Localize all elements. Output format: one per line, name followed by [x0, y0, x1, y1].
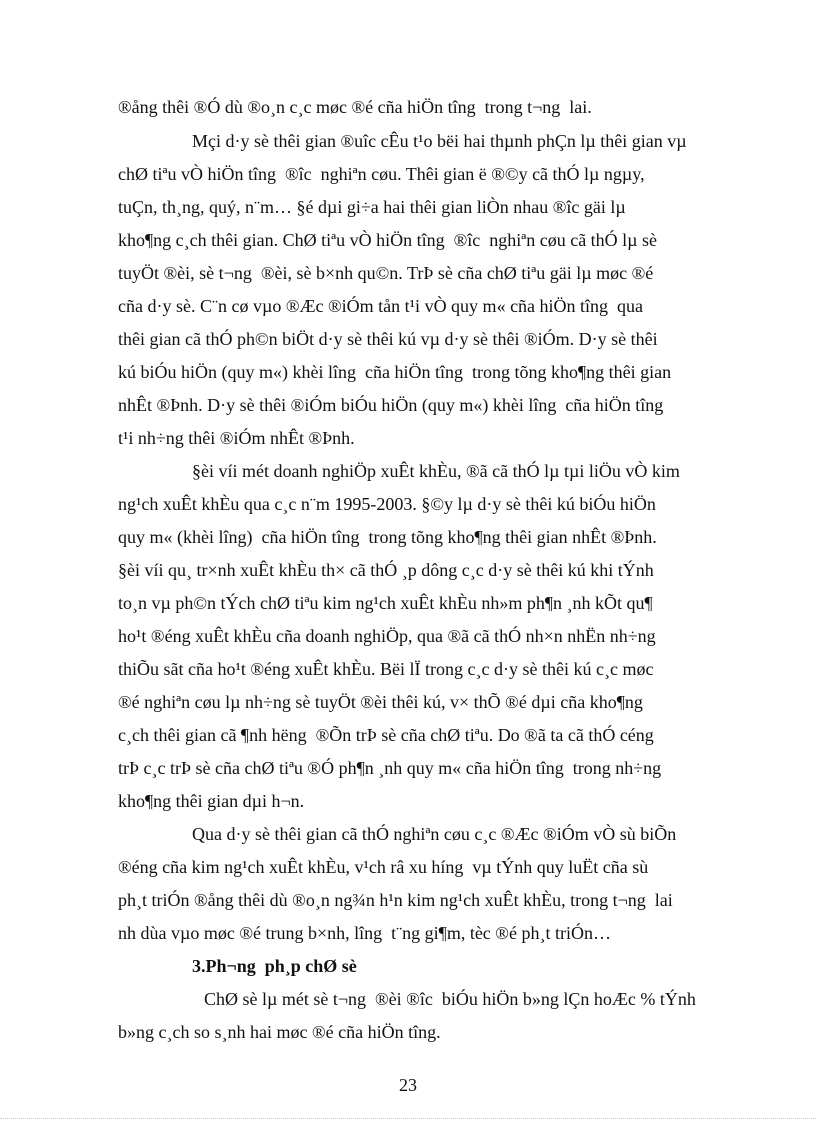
paragraph-first-line: ChØ sè lµ mét sè t¬ng ®èi ®îc biÓu hiÖn b»ng lÇn hoÆc % tÝnh	[204, 989, 696, 1009]
paragraph-first-line: Qua d·y sè thêi gian cã thÓ nghiªn cøu c¸c ®Æc ®iÓm vÒ sù biÕn	[192, 824, 677, 844]
page-number: 23	[399, 1075, 417, 1095]
body-text-line: quy m« (khèi lîng) cña hiÖn tîng trong tõng kho¶ng thêi gian nhÊt ®Þnh.	[118, 527, 657, 547]
body-text-line: cña d·y sè. C¨n cø vµo ®Æc ®iÓm tån t¹i vÒ quy m« cña hiÖn tîng qua	[118, 296, 644, 316]
body-text-line: tuyÖt ®èi, sè t¬ng ®èi, sè b×nh qu©n. TrÞ sè cña chØ tiªu gäi lµ møc ®é	[118, 263, 654, 283]
body-text-line: thiÕu sãt cña ho¹t ®éng xuÊt khÈu. Bëi lÏ trong c¸c d·y sè thêi kú c¸c møc	[118, 659, 654, 679]
paragraph-first-line: Mçi d·y sè thêi gian ®uîc cÊu t¹o bëi hai thµnh phÇn lµ thêi gian vµ	[192, 131, 687, 151]
paragraph-first-line: §èi víi mét doanh nghiÖp xuÊt khÈu, ®ã cã thÓ lµ tµi liÖu vÒ kim	[192, 461, 680, 481]
body-text-line: ho¹t ®éng xuÊt khÈu cña doanh nghiÖp, qua ®ã cã thÓ nh×n nhËn nh÷ng	[118, 626, 656, 646]
body-text-line: ®ång thêi ®Ó dù ®o¸n c¸c møc ®é cña hiÖn tîng trong t¬ng lai.	[118, 97, 592, 117]
body-text-line: §èi víi qu¸ tr×nh xuÊt khÈu th× cã thÓ ¸p dông c¸c d·y sè thêi kú khi tÝnh	[118, 560, 654, 580]
body-text-line: ®éng cña kim ng¹ch xuÊt khÈu, v¹ch râ xu híng vµ tÝnh quy luËt cña sù	[118, 857, 649, 877]
body-text-line: kho¶ng thêi gian dµi h¬n.	[118, 791, 305, 811]
body-text-line: nh dùa vµo møc ®é trung b×nh, lîng t¨ng gi¶m, tèc ®é ph¸t triÓn…	[118, 923, 611, 943]
body-text-line: trÞ c¸c trÞ sè cña chØ tiªu ®Ó ph¶n ¸nh quy m« cña hiÖn tîng trong nh÷ng	[118, 758, 662, 778]
section-heading: 3.Ph¬ng ph¸p chØ sè	[192, 956, 357, 976]
body-text-line: b»ng c¸ch so s¸nh hai møc ®é cña hiÖn tîng.	[118, 1022, 441, 1042]
body-text-line: kú biÓu hiÖn (quy m«) khèi lîng cña hiÖn tîng trong tõng kho¶ng thêi gian	[118, 362, 672, 382]
body-text-line: chØ tiªu vÒ hiÖn tîng ®îc nghiªn cøu. Thêi gian ë ®©y cã thÓ lµ ngµy,	[118, 164, 645, 184]
body-text-line: t¹i nh÷ng thêi ®iÓm nhÊt ®Þnh.	[118, 428, 355, 448]
body-text-line: c¸ch thêi gian cã ¶nh hëng ®Õn trÞ sè cña chØ tiªu. Do ®ã ta cã thÓ céng	[118, 725, 654, 745]
page-bottom-divider	[0, 1118, 816, 1119]
body-text-line: thêi gian cã thÓ ph©n biÖt d·y sè thêi kú vµ d·y sè thêi ®iÓm. D·y sè thêi	[118, 329, 658, 349]
body-text-line: to¸n vµ ph©n tÝch chØ tiªu kim ng¹ch xuÊt khÈu nh»m ph¶n ¸nh kÕt qu¶	[118, 593, 653, 613]
body-text-line: ph¸t triÓn ®ång thêi dù ®o¸n ng¾n h¹n kim ng¹ch xuÊt khÈu, trong t¬ng lai	[118, 890, 673, 910]
body-text-line: ®é nghiªn cøu lµ nh÷ng sè tuyÖt ®èi thêi kú, v× thÕ ®é dµi cña kho¶ng	[118, 692, 643, 712]
body-text-line: nhÊt ®Þnh. D·y sè thêi ®iÓm biÓu hiÖn (quy m«) khèi lîng cña hiÖn tîng	[118, 395, 664, 415]
body-text-line: tuÇn, th¸ng, quý, n¨m… §é dµi gi÷a hai thêi gian liÒn nhau ®îc gäi lµ	[118, 197, 626, 217]
body-text-line: ng¹ch xuÊt khÈu qua c¸c n¨m 1995-2003. §©y lµ d·y sè thêi kú biÓu hiÖn	[118, 494, 656, 514]
body-text-line: kho¶ng c¸ch thêi gian. ChØ tiªu vÒ hiÖn tîng ®îc nghiªn cøu cã thÓ lµ sè	[118, 230, 658, 250]
